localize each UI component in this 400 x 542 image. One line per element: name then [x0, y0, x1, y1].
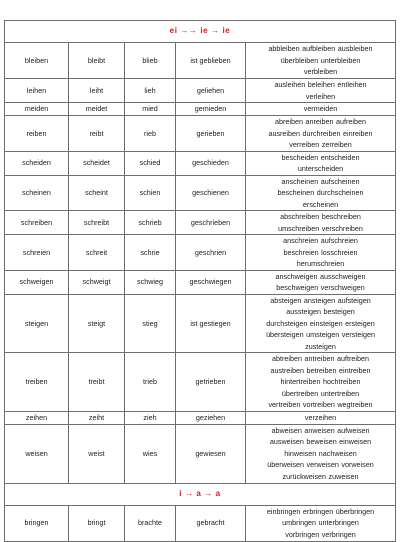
derivative-line: einbringen erbringen überbringen [266, 506, 375, 516]
derivative-line: beschreien losschreien [283, 247, 358, 257]
infinitive-cell: scheinen [5, 175, 69, 211]
preterite-cell: schrie [125, 235, 176, 271]
section-title: i → a → a [179, 488, 221, 498]
derivative-line: ausweisen beweisen einweisen [269, 437, 372, 447]
derivative-line: abschreiben beschreiben [280, 212, 361, 222]
derivative-line: unterscheiden [297, 164, 344, 174]
verb-row [5, 294, 396, 353]
participle-cell: getrieben [176, 353, 246, 412]
derivative-line: zusteigen [305, 341, 336, 351]
verb-row [5, 43, 396, 79]
derivative-line: beschweigen verschweigen [276, 283, 365, 293]
derivative-line: bescheinen durchscheinen [277, 188, 364, 198]
present-cell: bleibt [69, 43, 125, 79]
verb-row [5, 79, 396, 103]
infinitive-cell: weisen [5, 424, 69, 483]
participle-cell: geschwiegen [176, 270, 246, 294]
preterite-cell: mied [125, 103, 176, 116]
preterite-cell: rieb [125, 116, 176, 152]
derivative-line: überweisen verweisen vorweisen [267, 460, 374, 470]
present-cell: meidet [69, 103, 125, 116]
derivative-line: hintertreiben hochtreiben [280, 377, 361, 387]
infinitive-cell: leihen [5, 79, 69, 103]
derivatives-cell [246, 43, 396, 79]
derivatives-cell [246, 151, 396, 175]
derivatives-cell [246, 116, 396, 152]
derivative-line: ausreiben durchreiben einreiben [268, 128, 373, 138]
preterite-cell: zieh [125, 411, 176, 424]
derivatives-cell [246, 411, 396, 424]
derivatives-cell [246, 235, 396, 271]
derivative-line: herumschreien [296, 259, 345, 269]
derivative-line: anscheinen aufscheinen [281, 176, 360, 186]
present-cell: schreibt [69, 211, 125, 235]
present-cell: scheint [69, 175, 125, 211]
derivative-line: absteigen ansteigen aufsteigen [270, 295, 371, 305]
derivative-line: verleihen [305, 91, 336, 101]
verb-row [5, 411, 396, 424]
derivatives-cell [246, 270, 396, 294]
section-title-cell [5, 483, 396, 505]
section-header-row [5, 21, 396, 43]
infinitive-cell: reiben [5, 116, 69, 152]
preterite-cell: trieb [125, 353, 176, 412]
derivative-line: anschweigen ausschweigen [275, 271, 366, 281]
preterite-cell: lieh [125, 79, 176, 103]
preterite-cell: blieb [125, 43, 176, 79]
present-cell: schweigt [69, 270, 125, 294]
participle-cell: gebracht [176, 505, 246, 541]
participle-cell: gewiesen [176, 424, 246, 483]
derivative-line: vorbringen verbringen [285, 529, 356, 539]
participle-cell: geliehen [176, 79, 246, 103]
participle-cell: geschieden [176, 151, 246, 175]
participle-cell: geschienen [176, 175, 246, 211]
participle-cell: geziehen [176, 411, 246, 424]
derivative-line: umbringen unterbringen [282, 518, 359, 528]
derivative-line: erscheinen [302, 199, 339, 209]
derivative-line: abweisen anweisen aufweisen [271, 425, 370, 435]
present-cell: bringt [69, 505, 125, 541]
section-header-row [5, 483, 396, 505]
infinitive-cell: schreien [5, 235, 69, 271]
verb-row [5, 424, 396, 483]
derivative-line: aussteigen besteigen [286, 307, 355, 317]
participle-cell: ist geblieben [176, 43, 246, 79]
derivative-line: zurückweisen zuweisen [282, 471, 359, 481]
present-cell: scheidet [69, 151, 125, 175]
verb-row [5, 270, 396, 294]
derivative-line: verreiben zerreiben [289, 140, 352, 150]
derivative-line: überbleiben unterbleiben [280, 55, 361, 65]
infinitive-cell: schreiben [5, 211, 69, 235]
section-title: ei →→ ie → ie [169, 26, 231, 36]
present-cell: zeiht [69, 411, 125, 424]
infinitive-cell: bringen [5, 505, 69, 541]
infinitive-cell: scheiden [5, 151, 69, 175]
infinitive-cell: zeihen [5, 411, 69, 424]
derivative-line: umschreiben verschreiben [278, 223, 363, 233]
verb-row [5, 151, 396, 175]
verb-row [5, 116, 396, 152]
derivatives-cell [246, 103, 396, 116]
derivative-line: übertreiben untertreiben [281, 388, 360, 398]
derivatives-cell [246, 211, 396, 235]
derivative-line: hinweisen nachweisen [284, 448, 357, 458]
derivative-line: abreiben anreiben aufreiben [275, 117, 366, 127]
present-cell: reibt [69, 116, 125, 152]
infinitive-cell: schweigen [5, 270, 69, 294]
derivatives-cell [246, 175, 396, 211]
derivative-line: verbleiben [303, 67, 338, 77]
derivative-line: abbleiben aufbleiben ausbleiben [268, 44, 373, 54]
verb-table-body [5, 21, 396, 542]
verb-row [5, 235, 396, 271]
verb-table [4, 20, 396, 542]
infinitive-cell: meiden [5, 103, 69, 116]
preterite-cell: stieg [125, 294, 176, 353]
derivative-line: verzeihen [304, 413, 337, 423]
verb-row [5, 211, 396, 235]
derivatives-cell [246, 424, 396, 483]
infinitive-cell: treiben [5, 353, 69, 412]
derivative-line: ausleihen beleihen entleihen [274, 80, 367, 89]
participle-cell: ist gestiegen [176, 294, 246, 353]
preterite-cell: brachte [125, 505, 176, 541]
derivative-line: abtreiben antreiben auftreiben [272, 354, 369, 364]
derivatives-cell [246, 353, 396, 412]
derivative-line: übersteigen umsteigen versteigen [266, 330, 375, 340]
derivatives-cell [246, 505, 396, 541]
participle-cell: gemieden [176, 103, 246, 116]
present-cell: steigt [69, 294, 125, 353]
derivative-line: vertreiben vortreiben wegtreiben [268, 400, 373, 410]
infinitive-cell: steigen [5, 294, 69, 353]
preterite-cell: schied [125, 151, 176, 175]
preterite-cell: schwieg [125, 270, 176, 294]
infinitive-cell: bleiben [5, 43, 69, 79]
verb-row [5, 175, 396, 211]
verb-row [5, 103, 396, 116]
present-cell: treibt [69, 353, 125, 412]
participle-cell: geschrieben [176, 211, 246, 235]
preterite-cell: schien [125, 175, 176, 211]
verb-row [5, 505, 396, 541]
derivative-line: anschreien aufschreien [283, 236, 358, 246]
derivatives-cell [246, 294, 396, 353]
participle-cell: geschrien [176, 235, 246, 271]
derivative-line: durchsteigen einsteigen ersteigen [266, 318, 375, 328]
verb-row [5, 353, 396, 412]
present-cell: weist [69, 424, 125, 483]
derivative-line: austreiben betreiben eintreiben [270, 365, 371, 375]
section-title-cell [5, 21, 396, 43]
derivative-line: vermeiden [303, 104, 338, 114]
present-cell: leiht [69, 79, 125, 103]
preterite-cell: wies [125, 424, 176, 483]
participle-cell: gerieben [176, 116, 246, 152]
derivative-line: bescheiden entscheiden [281, 152, 360, 162]
derivatives-cell [246, 79, 396, 103]
preterite-cell: schrieb [125, 211, 176, 235]
present-cell: schreit [69, 235, 125, 271]
